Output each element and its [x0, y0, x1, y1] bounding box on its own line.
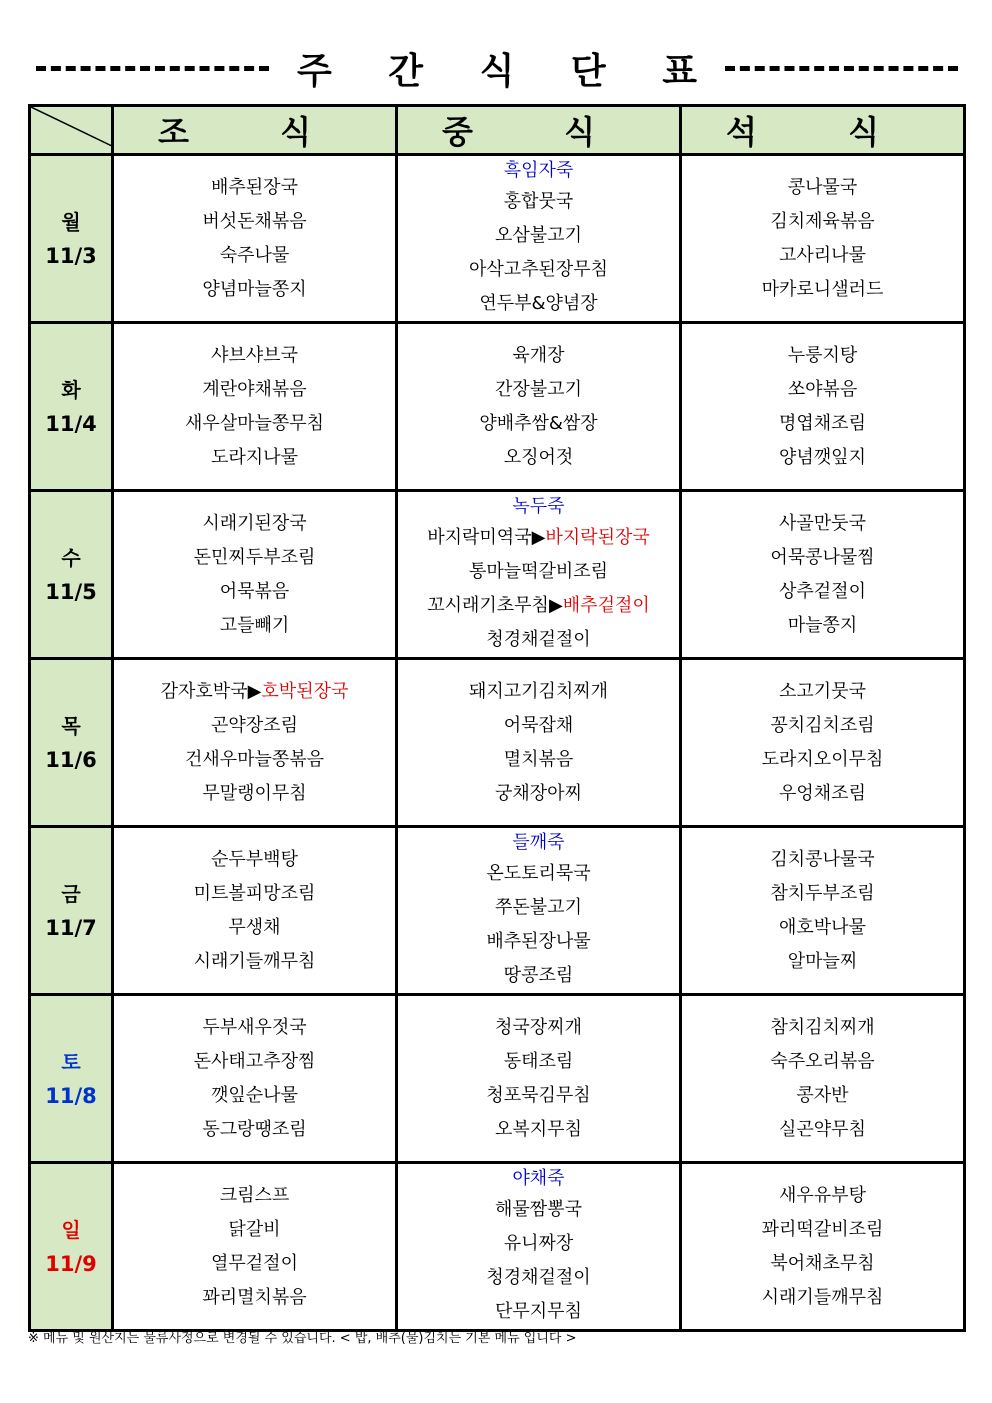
header-row: [30, 106, 965, 155]
menu-item: [682, 373, 963, 407]
menu-item-text: 연두부&양념장: [479, 292, 598, 314]
menu-item: [114, 777, 395, 811]
menu-item-text: 우엉채조림: [779, 782, 866, 804]
menu-item: [398, 1295, 679, 1329]
menu-item: [682, 945, 963, 979]
menu-item: [114, 843, 395, 877]
menu-item-text: 청경채겉절이: [486, 628, 591, 650]
menu-item: [682, 273, 963, 307]
menu-item: [682, 239, 963, 273]
menu-item-text: 무생채: [228, 916, 281, 938]
title-row: [30, 38, 964, 98]
menu-item-text: 양념깻잎지: [779, 446, 866, 468]
menu-item: [682, 205, 963, 239]
porridge-item: 들깨죽: [512, 831, 565, 853]
diagonal-line: [31, 107, 113, 147]
menu-item-text: 통마늘떡갈비조림: [468, 560, 609, 582]
menu-item: [682, 407, 963, 441]
menu-item: [114, 709, 395, 743]
menu-item-text: 청포묵김무침: [486, 1084, 591, 1106]
weekly-menu-table: [28, 104, 966, 1332]
day-cell: [30, 1163, 113, 1331]
menu-item: [114, 205, 395, 239]
lunch-cell: [397, 1163, 681, 1331]
day-cell: [30, 323, 113, 491]
menu-item-text: 상추겉절이: [779, 580, 866, 602]
menu-item-text: 시래기들깨무침: [761, 1286, 884, 1308]
menu-item-text: 새우살마늘쫑무침: [184, 412, 325, 434]
menu-item-text: 단무지무침: [495, 1300, 582, 1322]
menu-item-text: 감자호박국▶: [160, 680, 262, 702]
menu-item: [682, 911, 963, 945]
menu-item-text: 참치김치찌개: [770, 1016, 875, 1038]
menu-item: [682, 709, 963, 743]
menu-item: [114, 373, 395, 407]
menu-item-text: 꽈리떡갈비조림: [761, 1218, 884, 1240]
menu-item-text: 사골만둣국: [779, 512, 866, 534]
menu-item-text: 어묵콩나물찜: [770, 546, 875, 568]
lunch-cell: [397, 659, 681, 827]
menu-item-text: 동태조림: [503, 1050, 574, 1072]
menu-item-text: 오징어젓: [503, 446, 574, 468]
day-row: [30, 827, 965, 995]
menu-item-text: 꽈리멸치볶음: [202, 1286, 307, 1308]
menu-item-text: 어묵잡채: [503, 714, 574, 736]
day-name: 일: [61, 1217, 81, 1242]
menu-item: [114, 1179, 395, 1213]
menu-item: [114, 1247, 395, 1281]
menu-item: [398, 857, 679, 891]
menu-item-text: 소고기뭇국: [779, 680, 866, 702]
menu-item-text: 깻잎순나물: [211, 1084, 298, 1106]
menu-item-text: 김치제육볶음: [770, 210, 875, 232]
menu-item: [398, 675, 679, 709]
menu-item-text: 콩자반: [796, 1084, 849, 1106]
menu-item-text: 숙주나물: [219, 244, 290, 266]
menu-item-text: 동그랑땡조림: [202, 1118, 307, 1140]
menu-item-text: 닭갈비: [228, 1218, 281, 1240]
menu-item: [114, 675, 395, 709]
menu-item: [114, 441, 395, 475]
menu-item-text: 애호박나물: [779, 916, 866, 938]
menu-item-text: 간장불고기: [495, 378, 582, 400]
menu-item-text: 고사리나물: [779, 244, 866, 266]
menu-item: [114, 575, 395, 609]
day-name: 월: [61, 209, 81, 234]
corner-cell: [30, 106, 113, 155]
menu-item: [114, 1011, 395, 1045]
menu-item: [114, 171, 395, 205]
menu-item-text: 오삼불고기: [495, 224, 582, 246]
menu-item: [398, 219, 679, 253]
menu-item-text: 시래기된장국: [202, 512, 307, 534]
menu-item: [398, 1193, 679, 1227]
menu-item: [398, 891, 679, 925]
menu-item: [682, 1079, 963, 1113]
day-name: 금: [61, 881, 81, 906]
menu-item-text: 도라지오이무침: [761, 748, 884, 770]
menu-item: [682, 743, 963, 777]
menu-item: [398, 339, 679, 373]
breakfast-header: 조 식: [113, 106, 397, 155]
menu-item-text: 돈민찌두부조림: [193, 546, 316, 568]
menu-body: [30, 155, 965, 1331]
menu-item-text: 배추된장국: [211, 176, 298, 198]
menu-item-text: 샤브샤브국: [211, 344, 298, 366]
menu-item: [682, 1045, 963, 1079]
menu-item: [114, 273, 395, 307]
menu-item-text: 숙주오리볶음: [770, 1050, 875, 1072]
menu-item: [114, 407, 395, 441]
page-title: 주 간 식 단 표: [297, 50, 720, 92]
day-name: 토: [61, 1049, 81, 1074]
day-row: [30, 323, 965, 491]
lunch-header: 중 식: [397, 106, 681, 155]
menu-item: [682, 843, 963, 877]
menu-item-text: 육개장: [512, 344, 565, 366]
porridge-item: 녹두죽: [512, 495, 565, 517]
menu-item-text: 무말랭이무침: [202, 782, 307, 804]
menu-item-text: 홍합뭇국: [503, 190, 574, 212]
day-date: 11/5: [45, 579, 97, 604]
menu-item-text: 멸치볶음: [503, 748, 574, 770]
menu-item-text: 마늘쫑지: [787, 614, 858, 636]
dinner-cell: [681, 827, 965, 995]
day-name: 화: [61, 377, 81, 402]
menu-item: [398, 1011, 679, 1045]
dinner-cell: [681, 323, 965, 491]
menu-item: [398, 555, 679, 589]
day-cell: [30, 491, 113, 659]
changed-menu-item: 호박된장국: [261, 680, 349, 702]
menu-item-text: 순두부백탕: [211, 848, 298, 870]
menu-item: [682, 1011, 963, 1045]
menu-item-text: 해물짬뽕국: [495, 1198, 582, 1220]
day-cell: [30, 155, 113, 323]
menu-item-text: 알마늘찌: [787, 950, 858, 972]
menu-item-text: 미트볼피망조림: [193, 882, 316, 904]
day-name: 목: [61, 713, 81, 738]
dinner-cell: [681, 491, 965, 659]
menu-item: [398, 1261, 679, 1295]
menu-item: [114, 1281, 395, 1315]
menu-item: [398, 589, 679, 623]
menu-item-text: 쏘야볶음: [787, 378, 858, 400]
menu-item: [682, 1113, 963, 1147]
changed-menu-item: 바지락된장국: [545, 526, 650, 548]
footnote: ※ 메뉴 및 원산지는 물류사정으로 변경될 수 있습니다. < 밥, 배추(물)김치는 기본 메뉴 입니다 >: [28, 1331, 577, 1346]
menu-item: [682, 877, 963, 911]
menu-item-text: 청경채겉절이: [486, 1266, 591, 1288]
changed-menu-item: 배추겉절이: [562, 594, 650, 616]
breakfast-cell: [113, 659, 397, 827]
menu-item: [398, 1227, 679, 1261]
menu-item-text: 돈사태고추장찜: [193, 1050, 316, 1072]
dinner-cell: [681, 995, 965, 1163]
menu-item: [114, 1213, 395, 1247]
menu-item: [398, 521, 679, 555]
menu-item-text: 아삭고추된장무침: [468, 258, 609, 280]
menu-item: [398, 1079, 679, 1113]
menu-item: [398, 373, 679, 407]
menu-item: [682, 507, 963, 541]
menu-item: [114, 1079, 395, 1113]
menu-item-text: 곤약장조림: [211, 714, 298, 736]
menu-item-text: 북어채초무침: [770, 1252, 875, 1274]
porridge-item: 야채죽: [512, 1167, 565, 1189]
menu-item-text: 꽁치김치조림: [770, 714, 875, 736]
day-date: 11/7: [45, 915, 97, 940]
menu-item: [398, 959, 679, 993]
day-row: [30, 659, 965, 827]
menu-item: [682, 171, 963, 205]
menu-item-text: 도라지나물: [211, 446, 298, 468]
menu-item-text: 콩나물국: [787, 176, 858, 198]
menu-item-text: 땅콩조림: [503, 964, 574, 986]
menu-item: [398, 623, 679, 657]
menu-item-text: 시래기들깨무침: [193, 950, 316, 972]
left-dash-line: [36, 66, 269, 71]
day-row: [30, 491, 965, 659]
menu-item: [114, 239, 395, 273]
menu-item: [682, 1179, 963, 1213]
menu-item: [398, 743, 679, 777]
day-date: 11/3: [45, 243, 97, 268]
lunch-cell: [397, 827, 681, 995]
menu-item-text: 실곤약무침: [779, 1118, 866, 1140]
menu-item-text: 두부새우젓국: [202, 1016, 307, 1038]
menu-item-text: 김치콩나물국: [770, 848, 875, 870]
menu-item: [398, 1113, 679, 1147]
menu-item-text: 꼬시래기초무침▶: [427, 594, 563, 616]
menu-item-text: 새우유부탕: [779, 1184, 866, 1206]
menu-item-text: 열무겉절이: [211, 1252, 298, 1274]
menu-item: [682, 339, 963, 373]
menu-item: [398, 1045, 679, 1079]
day-row: [30, 1163, 965, 1331]
lunch-cell: [397, 995, 681, 1163]
menu-item-text: 바지락미역국▶: [427, 526, 546, 548]
breakfast-cell: [113, 323, 397, 491]
breakfast-cell: [113, 995, 397, 1163]
menu-item-text: 버섯돈채볶음: [202, 210, 307, 232]
menu-item: [398, 407, 679, 441]
day-cell: [30, 659, 113, 827]
menu-item: [682, 777, 963, 811]
menu-item-text: 건새우마늘쫑볶음: [184, 748, 325, 770]
day-date: 11/9: [45, 1251, 97, 1276]
day-row: [30, 155, 965, 323]
lunch-cell: [397, 323, 681, 491]
day-cell: [30, 827, 113, 995]
menu-item-text: 쭈돈불고기: [495, 896, 582, 918]
menu-item: [398, 253, 679, 287]
menu-item: [398, 441, 679, 475]
menu-item-text: 양배추쌈&쌈장: [479, 412, 598, 434]
dinner-cell: [681, 1163, 965, 1331]
menu-item-text: 온도토리묵국: [486, 862, 591, 884]
menu-item: [114, 911, 395, 945]
menu-item: [398, 709, 679, 743]
menu-item-text: 마카로니샐러드: [761, 278, 884, 300]
day-name: 수: [61, 545, 81, 570]
right-dash-line: [725, 66, 958, 71]
menu-item: [682, 1247, 963, 1281]
porridge-item: 흑임자죽: [503, 159, 574, 181]
menu-item: [682, 441, 963, 475]
menu-item-text: 오복지무침: [495, 1118, 582, 1140]
menu-item: [682, 1281, 963, 1315]
breakfast-cell: [113, 491, 397, 659]
menu-item-text: 돼지고기김치찌개: [468, 680, 609, 702]
menu-item: [114, 609, 395, 643]
menu-item: [398, 287, 679, 321]
menu-item: [398, 925, 679, 959]
menu-item: [114, 877, 395, 911]
menu-item-text: 양념마늘쫑지: [202, 278, 307, 300]
breakfast-cell: [113, 1163, 397, 1331]
day-cell: [30, 995, 113, 1163]
menu-item: [114, 1045, 395, 1079]
menu-item: [114, 507, 395, 541]
dinner-cell: [681, 155, 965, 323]
menu-item: [682, 541, 963, 575]
menu-item: [114, 339, 395, 373]
breakfast-cell: [113, 827, 397, 995]
menu-item-text: 계란야채볶음: [202, 378, 307, 400]
breakfast-cell: [113, 155, 397, 323]
lunch-cell: [397, 491, 681, 659]
menu-item-text: 크림스프: [219, 1184, 290, 1206]
menu-item: [398, 185, 679, 219]
menu-item-text: 궁채장아찌: [495, 782, 582, 804]
menu-item-text: 명엽채조림: [779, 412, 866, 434]
day-date: 11/4: [45, 411, 97, 436]
menu-item: [682, 609, 963, 643]
menu-item: [682, 675, 963, 709]
menu-item-text: 어묵볶음: [219, 580, 290, 602]
menu-item-text: 유니짜장: [503, 1232, 574, 1254]
menu-item: [398, 777, 679, 811]
day-row: [30, 995, 965, 1163]
menu-item-text: 누룽지탕: [787, 344, 858, 366]
dinner-header: 석 식: [681, 106, 965, 155]
menu-item-text: 청국장찌개: [495, 1016, 582, 1038]
menu-item: [114, 541, 395, 575]
menu-item: [114, 743, 395, 777]
lunch-cell: [397, 155, 681, 323]
menu-item: [114, 1113, 395, 1147]
menu-item: [682, 575, 963, 609]
menu-item-text: 참치두부조림: [770, 882, 875, 904]
menu-item: [682, 1213, 963, 1247]
day-date: 11/8: [45, 1083, 97, 1108]
menu-item-text: 고들빼기: [219, 614, 290, 636]
menu-item-text: 배추된장나물: [486, 930, 591, 952]
menu-item: [114, 945, 395, 979]
day-date: 11/6: [45, 747, 97, 772]
dinner-cell: [681, 659, 965, 827]
